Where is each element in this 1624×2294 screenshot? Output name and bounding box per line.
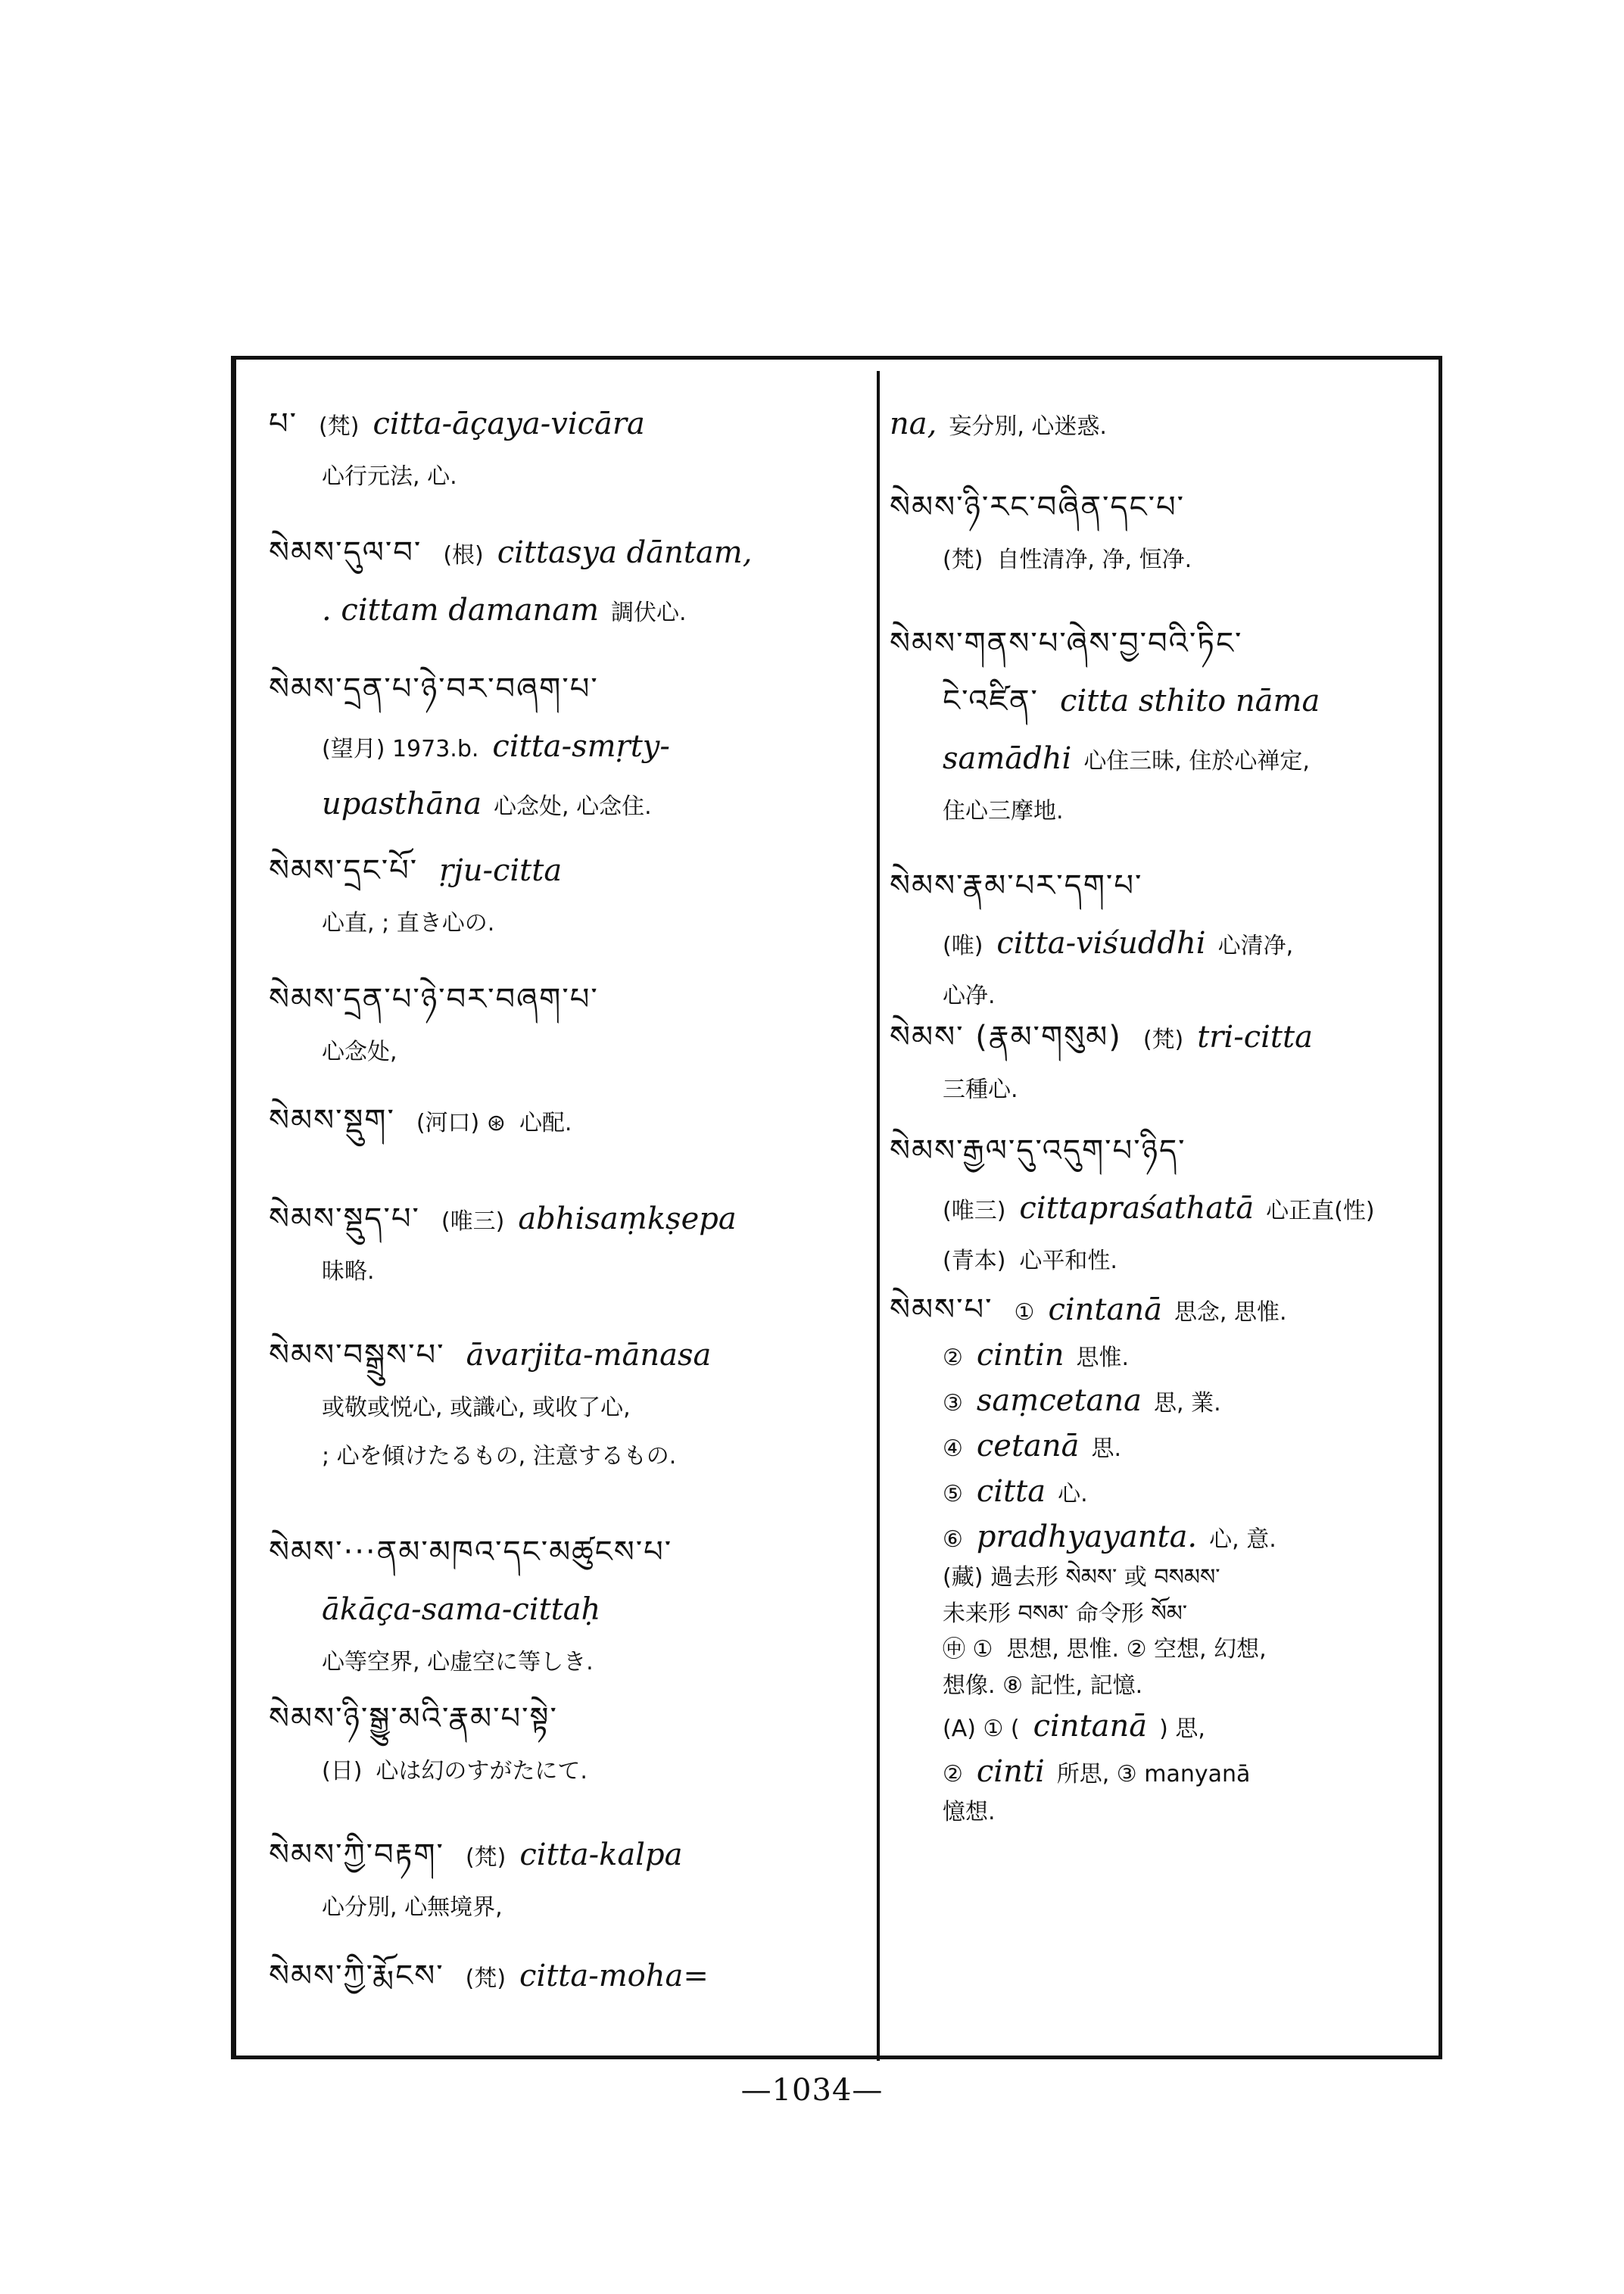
- japanese-gloss: 思惟.: [1076, 1345, 1130, 1371]
- entry-line: [269, 1102, 867, 1139]
- japanese-gloss: 心正直(性): [1266, 1198, 1375, 1224]
- tibetan-headword: སེམས་ (རྣམ་གསུམ): [890, 1020, 1122, 1055]
- source-ref: (唯): [943, 933, 983, 959]
- entry-line: [890, 1518, 1435, 1556]
- entry-line: [890, 405, 1435, 443]
- japanese-gloss: ) 思,: [1159, 1716, 1205, 1742]
- sanskrit-term: citta sthito nāma: [1059, 684, 1320, 718]
- dictionary-entry: [269, 852, 867, 958]
- sanskrit-term: citta-moha=: [519, 1959, 709, 1993]
- source-ref: (梵): [465, 1844, 507, 1871]
- sanskrit-term: cittapraśathatā: [1019, 1191, 1255, 1226]
- tibetan-headword: སེམས་དྲང་པོ་: [269, 853, 419, 888]
- entry-line: [890, 1707, 1435, 1745]
- tibetan-headword: སེམས་དྲན་པ་ཉེ་བར་བཞག་པ་: [269, 982, 599, 1017]
- japanese-gloss: 心行元法, 心.: [322, 463, 457, 490]
- dictionary-entry: [890, 488, 1435, 594]
- entry-line: [269, 1757, 867, 1786]
- japanese-gloss: 住心三摩地.: [943, 798, 1064, 824]
- source-ref: (青本): [943, 1248, 1006, 1274]
- entry-line: [269, 785, 867, 823]
- japanese-gloss: 三種心.: [943, 1077, 1018, 1103]
- entry-line: [890, 1563, 1435, 1592]
- japanese-gloss: 所思, ③ manyanā: [1056, 1761, 1251, 1788]
- japanese-gloss: 自性清净, 净, 恒净.: [996, 547, 1192, 573]
- sanskrit-term: cintanā: [1033, 1709, 1148, 1744]
- source-ref: ①: [1014, 1299, 1035, 1326]
- sanskrit-term: ṛju-citta: [439, 853, 563, 888]
- entry-line: [269, 534, 867, 572]
- japanese-gloss: 心念处, 心念住.: [494, 793, 652, 820]
- source-ref: ③: [943, 1390, 963, 1417]
- dictionary-entry: [890, 1018, 1435, 1124]
- sanskrit-term: pradhyayanta.: [976, 1519, 1198, 1554]
- japanese-gloss: 思想, 思惟. ② 空想, 幻想,: [1006, 1636, 1267, 1663]
- entry-line: [269, 1442, 867, 1471]
- dictionary-entry: [269, 1102, 867, 1159]
- entry-line: [269, 1394, 867, 1423]
- tibetan-headword: སེམས་···ནམ་མཁའ་དང་མཚུངས་པ་: [269, 1535, 673, 1569]
- dictionary-entry: [269, 1336, 867, 1490]
- entry-line: [269, 463, 867, 491]
- sanskrit-term: cintanā: [1048, 1292, 1162, 1327]
- entry-line: [269, 591, 867, 629]
- source-ref: ⑤: [943, 1481, 963, 1507]
- japanese-gloss: 想像. ⑧ 記性, 記憶.: [943, 1672, 1143, 1699]
- tibetan-headword: སེམས་ཀྱི་བརྟག་: [269, 1837, 444, 1872]
- source-ref: (唯三): [943, 1198, 1006, 1224]
- sanskrit-term: upasthāna: [322, 787, 482, 821]
- tibetan-headword: པ་: [269, 407, 298, 441]
- source-ref: ④: [943, 1435, 963, 1462]
- entry-line: [890, 682, 1435, 720]
- tibetan-headword: སེམས་དུལ་བ་: [269, 535, 422, 570]
- source-ref: (藏) 過去形 སེམས་ 或 བསམས་: [943, 1564, 1220, 1591]
- sanskrit-term: citta-āçaya-vicāra: [372, 407, 645, 441]
- entry-line: [269, 1200, 867, 1238]
- entry-line: [890, 1473, 1435, 1510]
- entry-line: [890, 546, 1435, 575]
- sanskrit-term: āvarjita-mānasa: [466, 1338, 712, 1373]
- japanese-gloss: 心平和性.: [1019, 1248, 1117, 1274]
- japanese-gloss: 調伏心.: [611, 600, 687, 626]
- column-divider: [877, 371, 880, 2061]
- tibetan-headword: སེམས་གནས་པ་ཞེས་བྱ་བའི་ཏིང་: [890, 626, 1243, 661]
- entry-line: [890, 797, 1435, 826]
- japanese-gloss: 思.: [1091, 1435, 1122, 1462]
- entry-line: [269, 1258, 867, 1286]
- entry-line: [890, 924, 1435, 962]
- entry-line: [269, 852, 867, 890]
- source-ref: ②: [943, 1345, 963, 1371]
- japanese-gloss: 心配.: [519, 1110, 572, 1136]
- entry-line: [890, 982, 1435, 1011]
- tibetan-headword: སེམས་ཀྱི་རྨོངས་: [269, 1959, 444, 1993]
- sanskrit-term: na,: [890, 407, 937, 441]
- japanese-gloss: 昧略.: [322, 1258, 375, 1285]
- tibetan-headword: སེམས་ཉི་སྒྱུ་མའི་རྣམ་པ་སྟེ་: [269, 1701, 558, 1736]
- dictionary-entry: [890, 405, 1435, 463]
- sanskrit-term: citta: [976, 1474, 1046, 1509]
- source-ref: (根): [443, 542, 484, 569]
- tibetan-headword: སེམས་ཉི་རང་བཞིན་དང་པ་: [890, 490, 1186, 525]
- dictionary-entry: [890, 1132, 1435, 1295]
- source-ref: (河口) ⊛: [416, 1110, 506, 1136]
- source-ref: (日): [322, 1758, 363, 1784]
- page-number: —1034—: [740, 2073, 884, 2108]
- dictionary-entry: [269, 980, 867, 1086]
- japanese-gloss: 心净.: [943, 983, 996, 1009]
- tibetan-headword: སེམས་པ་: [890, 1292, 993, 1327]
- source-ref: ②: [943, 1761, 963, 1788]
- japanese-gloss: ; 心を傾けたるもの, 注意するもの.: [322, 1442, 677, 1470]
- entry-line: [269, 728, 867, 765]
- entry-line: [269, 1336, 867, 1374]
- entry-line: [269, 1700, 867, 1738]
- sanskrit-term: cintin: [976, 1338, 1064, 1373]
- japanese-gloss: 思, 業.: [1154, 1390, 1221, 1417]
- entry-line: [890, 1382, 1435, 1420]
- tibetan-headword: སེམས་བསྒྲུས་པ་: [269, 1338, 445, 1373]
- source-ref: (梵): [1142, 1027, 1184, 1053]
- japanese-gloss: 思念, 思惟.: [1174, 1299, 1287, 1326]
- sanskrit-term: citta-viśuddhi: [996, 926, 1206, 961]
- source-ref: 未来形 བསམ་ 命令形 སོམ་: [943, 1600, 1188, 1627]
- entry-line: [890, 1018, 1435, 1056]
- dictionary-entry: [269, 405, 867, 511]
- sanskrit-term: tri-citta: [1197, 1020, 1313, 1055]
- japanese-gloss: 心住三昧, 住於心禅定,: [1083, 748, 1310, 775]
- sanskrit-term: saṃcetana: [976, 1383, 1142, 1418]
- source-ref: (唯三): [441, 1208, 505, 1235]
- tibetan-headword: སེམས་རྣམ་པར་དག་པ་: [890, 868, 1143, 903]
- entry-line: [890, 1427, 1435, 1465]
- entry-line: [269, 909, 867, 938]
- japanese-gloss: 心清净,: [1217, 933, 1294, 959]
- source-ref: (梵): [943, 547, 983, 573]
- japanese-gloss: 妄分別, 心迷惑.: [949, 413, 1107, 440]
- entry-line: [890, 1336, 1435, 1374]
- japanese-gloss: 心直, ; 直き心の.: [322, 910, 495, 937]
- tibetan-headword: སེམས་སྡུད་པ་: [269, 1202, 420, 1236]
- sanskrit-term: cittasya dāntam,: [497, 535, 753, 570]
- entry-line: [269, 405, 867, 443]
- entry-line: [890, 1600, 1435, 1629]
- source-ref: ⑥: [943, 1526, 963, 1553]
- entry-line: [269, 1893, 867, 1922]
- japanese-gloss: 心.: [1058, 1481, 1088, 1507]
- tibetan-headword: སེམས་དྲན་པ་ཉེ་བར་བཞག་པ་: [269, 672, 599, 706]
- japanese-gloss: 心, 意.: [1209, 1526, 1276, 1553]
- source-ref: (望月) 1973.b.: [322, 736, 479, 762]
- japanese-gloss: 心分別, 心無境界,: [322, 1894, 503, 1921]
- japanese-gloss: 心念处,: [322, 1039, 397, 1065]
- entry-line: [890, 1076, 1435, 1105]
- sanskrit-term: samādhi: [943, 741, 1072, 776]
- dictionary-entry: [269, 1957, 867, 2015]
- japanese-gloss: 憶想.: [943, 1799, 996, 1825]
- japanese-gloss: 或敬或悦心, 或識心, 或收了心,: [322, 1395, 631, 1421]
- entry-line: [890, 740, 1435, 778]
- tibetan-headword: ངེ་འཛིན་: [943, 684, 1039, 718]
- source-ref: (梵): [465, 1965, 507, 1992]
- sanskrit-term: . cittam damanam: [322, 593, 600, 628]
- entry-line: [269, 1533, 867, 1571]
- dictionary-entry: [269, 1836, 867, 1942]
- entry-line: [890, 1247, 1435, 1276]
- entry-line: [890, 1798, 1435, 1827]
- sanskrit-term: cetanā: [976, 1429, 1080, 1463]
- japanese-gloss: 心は幻のすがたにて.: [376, 1758, 588, 1784]
- sanskrit-term: citta-kalpa: [519, 1837, 683, 1872]
- sanskrit-term: abhisaṃkṣepa: [518, 1202, 737, 1236]
- sanskrit-term: ākāça-sama-cittaḥ: [322, 1592, 601, 1627]
- entry-line: [890, 488, 1435, 526]
- tibetan-headword: སེམས་རྒྱལ་དུ་འདུག་པ་ཉིད་: [890, 1133, 1186, 1168]
- tibetan-headword: སེམས་སྡུག་: [269, 1103, 395, 1138]
- dictionary-entry: [269, 1200, 867, 1306]
- entry-line: [890, 1635, 1435, 1664]
- japanese-gloss: 心等空界, 心虚空に等しき.: [322, 1649, 594, 1675]
- entry-line: [269, 1836, 867, 1874]
- entry-line: [890, 1189, 1435, 1227]
- entry-line: [890, 867, 1435, 905]
- entry-line: [890, 1753, 1435, 1791]
- dictionary-entry: [890, 1291, 1435, 1834]
- dictionary-entry: [890, 867, 1435, 1030]
- sanskrit-term: citta-smṛty-: [492, 729, 670, 764]
- dictionary-entry: [269, 1533, 867, 1697]
- source-ref: ㊥ ①: [943, 1636, 993, 1663]
- source-ref: (A) ① (: [943, 1716, 1020, 1742]
- dictionary-entry: [269, 534, 867, 649]
- source-ref: (梵): [319, 413, 360, 440]
- entry-line: [890, 625, 1435, 662]
- dictionary-entry: [269, 670, 867, 843]
- entry-line: [269, 1648, 867, 1677]
- entry-line: [269, 670, 867, 708]
- dictionary-entry: [269, 1700, 867, 1806]
- entry-line: [269, 1591, 867, 1629]
- entry-line: [269, 1038, 867, 1067]
- sanskrit-term: cinti: [976, 1754, 1045, 1789]
- entry-line: [890, 1672, 1435, 1700]
- entry-line: [890, 1132, 1435, 1170]
- dictionary-entry: [890, 625, 1435, 846]
- entry-line: [890, 1291, 1435, 1329]
- entry-line: [269, 980, 867, 1018]
- entry-line: [269, 1957, 867, 1995]
